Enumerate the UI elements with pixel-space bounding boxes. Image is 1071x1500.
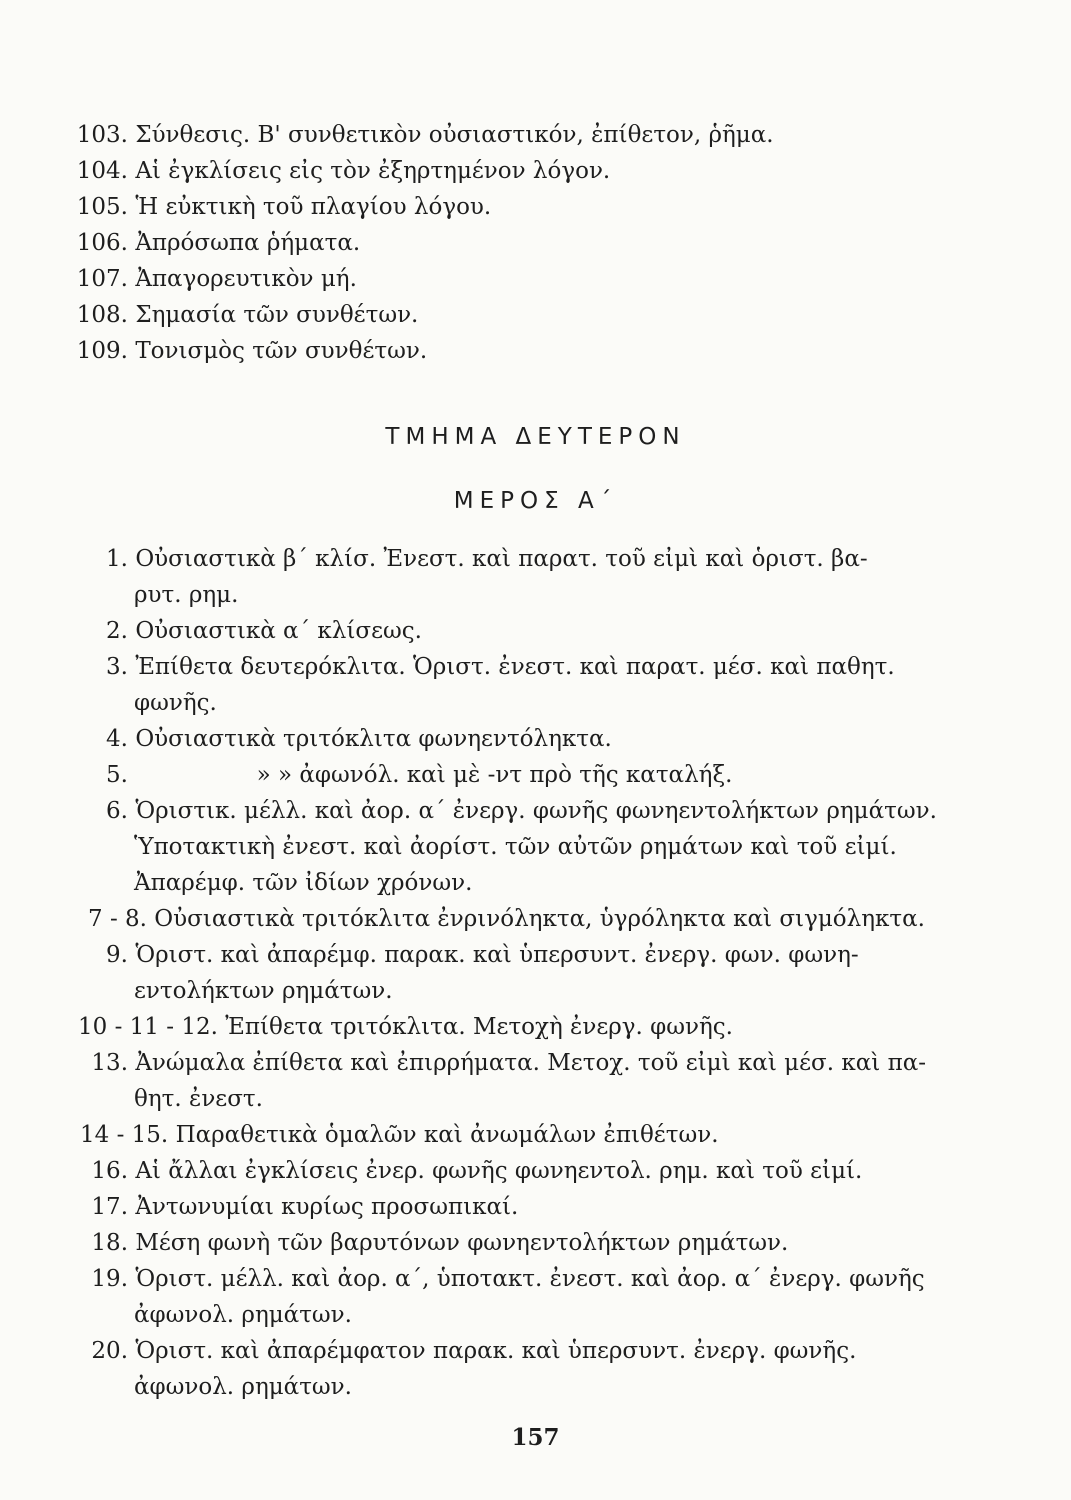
- list-item: [72, 616, 422, 647]
- item-text: Σύνθεσις. Β' συνθετικὸν οὐσιαστικόν, ἐπίθετον, ῥῆμα.: [135, 122, 774, 148]
- item-continuation: ἀφωνολ. ρημάτων.: [134, 1302, 352, 1328]
- item-text: Οὐσιαστικὰ α΄ κλίσεως.: [135, 618, 422, 644]
- item-text: Ἡ εὐκτικὴ τοῦ πλαγίου λόγου.: [135, 194, 492, 220]
- list-item: [72, 1192, 518, 1223]
- item-number: 20.: [91, 1338, 128, 1364]
- item-number: 19.: [91, 1266, 128, 1292]
- item-text: Ἐπίθετα δευτερόκλιτα. Ὁριστ. ἐνεστ. καὶ παρατ. μέσ. καὶ παθητ.: [135, 654, 895, 680]
- list-item: [72, 1228, 788, 1259]
- list-item: [72, 1336, 856, 1367]
- item-number: 3.: [106, 654, 128, 680]
- item-text: Παραθετικὰ ὁμαλῶν καὶ ἀνωμάλων ἐπιθέτων.: [175, 1122, 719, 1148]
- list-item: [72, 724, 612, 755]
- item-text: Οὐσιαστικὰ τριτόκλιτα ἐνρινόληκτα, ὑγρόληκτα καὶ σιγμόληκτα.: [154, 906, 925, 932]
- list-item: [72, 300, 418, 331]
- section-heading: ΤΜΗΜΑ ΔΕΥΤΕΡΟΝ: [385, 424, 686, 450]
- item-number: 17.: [91, 1194, 128, 1220]
- item-continuation: ἀφωνολ. ρημάτων.: [134, 1374, 352, 1400]
- item-number: 9.: [106, 942, 128, 968]
- item-text: Ἀντωνυμίαι κυρίως προσωπικαί.: [135, 1194, 519, 1220]
- list-item: [72, 1048, 926, 1079]
- item-text: Οὐσιαστικὰ β΄ κλίσ. Ἐνεστ. καὶ παρατ. τοῦ εἰμὶ καὶ ὁριστ. βα-: [135, 546, 868, 572]
- item-number: 4.: [106, 726, 128, 752]
- list-item: [72, 652, 895, 683]
- list-item: [78, 1012, 733, 1043]
- item-number: 104.: [76, 158, 128, 184]
- item-number: 18.: [91, 1230, 128, 1256]
- part-heading: ΜΕΡΟΣ Α΄: [453, 488, 618, 514]
- page-number: 157: [511, 1424, 560, 1451]
- list-item: [72, 120, 774, 151]
- item-number: 109.: [76, 338, 128, 364]
- item-text: Ὁριστικ. μέλλ. καὶ ἀορ. α΄ ἐνεργ. φωνῆς φωνηεντολήκτων ρημάτων.: [135, 798, 937, 824]
- item-continuation: θητ. ἐνεστ.: [134, 1086, 263, 1112]
- list-item: [80, 1120, 719, 1151]
- item-text: Αἱ ἐγκλίσεις εἰς τὸν ἐξηρτημένον λόγον.: [135, 158, 611, 184]
- item-text: Ἀνώμαλα ἐπίθετα καὶ ἐπιρρήματα. Μετοχ. τοῦ εἰμὶ καὶ μέσ. καὶ πα-: [135, 1050, 927, 1076]
- list-item: [72, 1156, 862, 1187]
- list-item: [72, 156, 610, 187]
- list-item: [72, 336, 427, 367]
- item-text: Οὐσιαστικὰ τριτόκλιτα φωνηεντόληκτα.: [135, 726, 612, 752]
- item-number: 106.: [76, 230, 128, 256]
- item-number: 5.: [106, 762, 128, 788]
- item-number: 6.: [106, 798, 128, 824]
- item-number: 2.: [106, 618, 128, 644]
- list-item: [72, 760, 732, 791]
- item-text: Σημασία τῶν συνθέτων.: [135, 302, 419, 328]
- item-number: 14 - 15.: [80, 1122, 169, 1148]
- list-item: [72, 940, 859, 971]
- item-text: Τονισμὸς τῶν συνθέτων.: [135, 338, 428, 364]
- item-text: Ἀπρόσωπα ῥήματα.: [135, 230, 361, 256]
- item-text: » » ἀφωνόλ. καὶ μὲ -ντ πρὸ τῆς καταλήξ.: [256, 762, 733, 788]
- item-continuation: εντολήκτων ρημάτων.: [134, 978, 393, 1004]
- list-item: [72, 1264, 925, 1295]
- item-number: 7 - 8.: [88, 906, 147, 932]
- list-item: [72, 228, 360, 259]
- item-number: 16.: [91, 1158, 128, 1184]
- item-number: 105.: [76, 194, 128, 220]
- list-item: [72, 796, 937, 827]
- item-text: Ἐπίθετα τριτόκλιτα. Μετοχὴ ἐνεργ. φωνῆς.: [225, 1014, 733, 1040]
- list-item: [72, 264, 357, 295]
- item-text: Ἀπαγορευτικὸν μή.: [135, 266, 357, 292]
- item-number: 10 - 11 - 12.: [78, 1014, 218, 1040]
- item-continuation: φωνῆς.: [134, 690, 217, 716]
- item-number: 108.: [76, 302, 128, 328]
- list-item: [72, 544, 868, 575]
- item-continuation: Ἀπαρέμφ. τῶν ἰδίων χρόνων.: [134, 870, 473, 896]
- item-continuation: Ὑποτακτικὴ ἐνεστ. καὶ ἀορίστ. τῶν αὐτῶν ρημάτων καὶ τοῦ εἰμί.: [134, 834, 897, 860]
- item-text: Αἱ ἄλλαι ἐγκλίσεις ἐνερ. φωνῆς φωνηεντολ. ρημ. καὶ τοῦ εἰμί.: [135, 1158, 863, 1184]
- item-number: 107.: [76, 266, 128, 292]
- item-number: 1.: [106, 546, 128, 572]
- item-text: Μέση φωνὴ τῶν βαρυτόνων φωνηεντολήκτων ρημάτων.: [135, 1230, 789, 1256]
- list-item: [72, 192, 491, 223]
- item-continuation: ρυτ. ρημ.: [134, 582, 239, 608]
- item-number: 103.: [76, 122, 128, 148]
- item-text: Ὁριστ. μέλλ. καὶ ἀορ. α΄, ὑποτακτ. ἐνεστ. καὶ ἀορ. α΄ ἐνεργ. φωνῆς: [135, 1266, 925, 1292]
- item-number: 13.: [91, 1050, 128, 1076]
- item-text: Ὁριστ. καὶ ἀπαρέμφ. παρακ. καὶ ὑπερσυντ. ἐνεργ. φων. φωνη-: [135, 942, 859, 968]
- list-item: [88, 904, 925, 935]
- item-text: Ὁριστ. καὶ ἀπαρέμφατον παρακ. καὶ ὑπερσυντ. ἐνεργ. φωνῆς.: [135, 1338, 857, 1364]
